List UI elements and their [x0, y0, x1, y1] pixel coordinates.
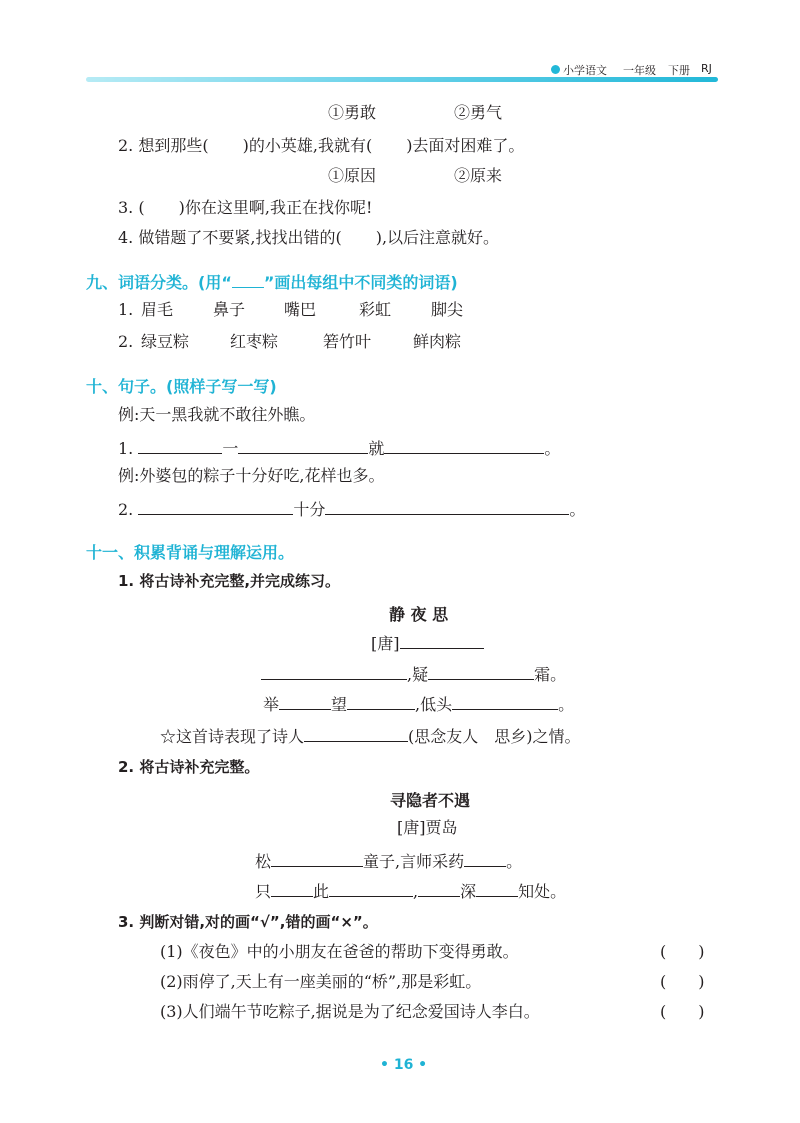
poem-1-line-1 [261, 663, 566, 685]
q8-item-2 [118, 136, 524, 156]
header-edition: RJ [701, 62, 712, 75]
poem-1-line-2 [263, 693, 574, 715]
poem-1-author-line [371, 632, 484, 654]
poem-title-1: 静 夜 思 [389, 605, 449, 624]
q9-row1-num: 1. [118, 300, 134, 319]
word[interactable]: 嘴巴 [284, 300, 317, 319]
fill-blank[interactable] [271, 880, 313, 897]
q8-option-2a: ①原因 [328, 166, 377, 185]
q10-line-1 [118, 437, 560, 459]
q8-item-4 [118, 228, 499, 248]
text: 童子,言师采药 [363, 852, 465, 871]
header-dot-icon [551, 65, 560, 74]
header-volume: 下册 [668, 64, 690, 77]
text: 只 [255, 882, 272, 901]
item-number: 2. [118, 136, 134, 155]
fill-blank[interactable] [238, 437, 368, 454]
q10-line-2 [118, 498, 585, 520]
fill-blank[interactable] [329, 880, 413, 897]
text: 想到那些( [138, 136, 209, 155]
text: 就 [368, 439, 385, 458]
word[interactable]: 眉毛 [141, 300, 174, 319]
text: 深 [460, 882, 477, 901]
text: ,低头 [415, 695, 453, 714]
poem-title-2: 寻隐者不遇 [390, 791, 471, 810]
judge-box-2[interactable]: ( ) [660, 972, 705, 991]
fill-blank[interactable] [138, 437, 222, 454]
text: ,疑 [407, 665, 429, 684]
q8-option-1a: ①勇敢 [328, 103, 377, 122]
item-number: 1. [118, 439, 134, 458]
poem-2-author: [唐]贾岛 [397, 818, 458, 837]
fill-blank[interactable] [271, 850, 363, 867]
fill-blank[interactable] [464, 850, 506, 867]
text: 望 [331, 695, 348, 714]
underline-sample [232, 273, 264, 288]
q10-example-1: 例:天一黑我就不敢往外瞧。 [118, 405, 316, 424]
text: 做错题了不要紧,找找出错的( [138, 228, 342, 247]
word[interactable]: 鲜肉粽 [413, 332, 462, 351]
text: 。 [569, 500, 586, 519]
title-part: 九、词语分类。(用“ [86, 273, 232, 292]
text: ( [138, 198, 145, 217]
header-grade: 一年级 [623, 64, 656, 77]
poem-2-line-1 [255, 850, 522, 872]
word[interactable]: 鼻子 [213, 300, 246, 319]
word[interactable]: 彩虹 [359, 300, 392, 319]
item-number: 2. [118, 500, 134, 519]
text: 举 [263, 695, 280, 714]
word[interactable]: 绿豆粽 [141, 332, 190, 351]
poem-1-question [160, 725, 581, 747]
fill-blank[interactable] [418, 880, 460, 897]
q8-item-3 [118, 198, 372, 218]
dynasty: [唐] [371, 634, 400, 653]
text: 。 [558, 695, 575, 714]
judge-item-2: (2)雨停了,天上有一座美丽的“桥”,那是彩虹。 [160, 972, 482, 991]
word[interactable]: 箬竹叶 [323, 332, 372, 351]
text: 一 [222, 439, 239, 458]
text: (思念友人 思乡)之情。 [408, 727, 581, 746]
fill-blank[interactable] [325, 498, 569, 515]
q11-s2-prompt: 2. 将古诗补充完整。 [118, 758, 260, 776]
q8-option-2b: ②原来 [454, 166, 503, 185]
q11-title: 十一、积累背诵与理解运用。 [86, 543, 295, 562]
judge-item-3: (3)人们端午节吃粽子,据说是为了纪念爱国诗人李白。 [160, 1002, 540, 1021]
fill-blank[interactable] [279, 693, 331, 710]
fill-blank[interactable] [347, 693, 415, 710]
fill-blank[interactable] [261, 663, 407, 680]
q11-s3-prompt: 3. 判断对错,对的画“√”,错的画“×”。 [118, 913, 378, 931]
fill-blank[interactable] [452, 693, 558, 710]
page-number: • 16 • [380, 1057, 428, 1073]
fill-blank[interactable] [476, 880, 518, 897]
text: 此 [313, 882, 330, 901]
fill-blank[interactable] [304, 725, 408, 742]
header-subject: 小学语文 [563, 64, 607, 77]
word[interactable]: 脚尖 [431, 300, 464, 319]
fill-blank[interactable] [400, 632, 484, 649]
item-number: 4. [118, 228, 134, 247]
text: 松 [255, 852, 272, 871]
text: )你在这里啊,我正在找你呢! [178, 198, 373, 217]
text: 十分 [293, 500, 326, 519]
title-part: ”画出每组中不同类的词语) [263, 273, 458, 292]
text: ),以后注意就好。 [375, 228, 500, 247]
text: 霜。 [534, 665, 567, 684]
item-number: 3. [118, 198, 134, 217]
text: 。 [544, 439, 561, 458]
text: ☆这首诗表现了诗人 [160, 727, 305, 746]
q10-title: 十、句子。(照样子写一写) [86, 377, 277, 396]
q10-example-2: 例:外婆包的粽子十分好吃,花样也多。 [118, 466, 385, 485]
text: )去面对困难了。 [406, 136, 525, 155]
q11-s1-prompt: 1. 将古诗补充完整,并完成练习。 [118, 572, 341, 590]
q9-title [86, 270, 458, 293]
judge-item-1: (1)《夜色》中的小朋友在爸爸的帮助下变得勇敢。 [160, 942, 519, 961]
word[interactable]: 红枣粽 [230, 332, 279, 351]
text: 。 [506, 852, 523, 871]
judge-box-1[interactable]: ( ) [660, 942, 705, 961]
q9-row2-num: 2. [118, 332, 134, 351]
fill-blank[interactable] [384, 437, 544, 454]
text: )的小英雄,我就有( [242, 136, 373, 155]
text: , [413, 882, 419, 901]
text: 知处。 [518, 882, 567, 901]
fill-blank[interactable] [428, 663, 534, 680]
poem-2-line-2 [255, 880, 566, 902]
q8-option-1b: ②勇气 [454, 103, 503, 122]
fill-blank[interactable] [138, 498, 293, 515]
judge-box-3[interactable]: ( ) [660, 1002, 705, 1021]
